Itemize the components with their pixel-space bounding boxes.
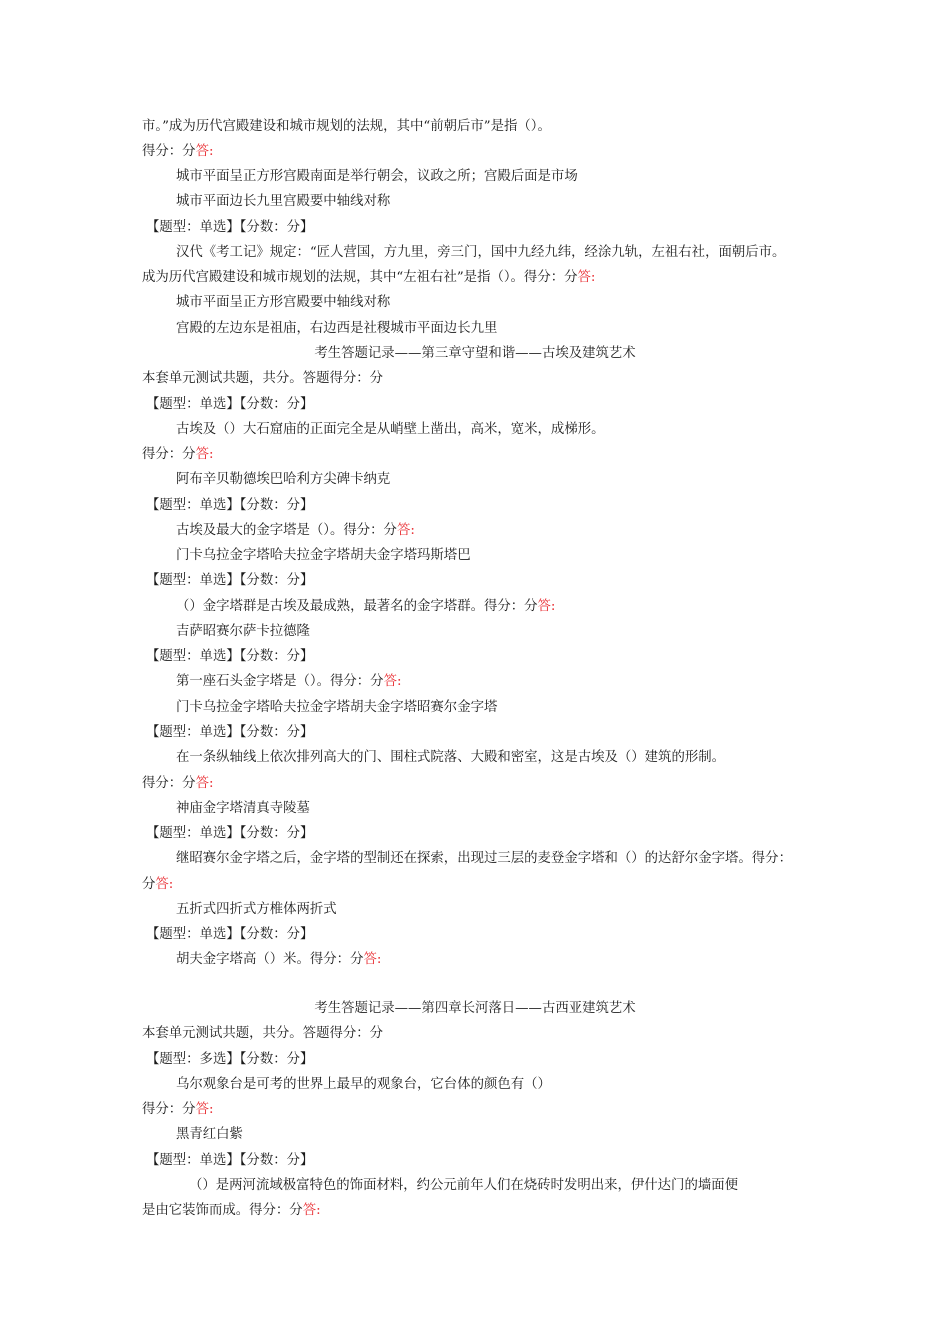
text-line: 汉代《考工记》规定：“匠人营国，方九里，旁三门，国中九经九纬，经涂九轨，左祖右社，面朝后市。	[176, 245, 786, 260]
answer-label: 答:	[195, 776, 214, 791]
text-line: 吉萨昭赛尔萨卡拉德隆	[176, 624, 310, 639]
text-line: 五折式四折式方椎体两折式	[176, 902, 337, 917]
text-line: 城市平面呈正方形宫殿要中轴线对称	[176, 295, 391, 310]
text-line: 门卡乌拉金字塔哈夫拉金字塔胡夫金字塔玛斯塔巴	[176, 548, 471, 563]
score-text: 古埃及最大的金字塔是（）。得分：分	[176, 523, 397, 538]
score-text: 是由它装饰而成。得分：分	[142, 1203, 303, 1218]
score-line	[142, 143, 213, 161]
score-text: 得分：分	[142, 144, 196, 159]
score-line	[176, 522, 415, 540]
text-line: 继昭赛尔金字塔之后，金字塔的型制还在探索，出现过三层的麦登金字塔和（）的达舒尔金字塔。得分：	[176, 851, 792, 866]
score-line	[176, 673, 401, 691]
question-type-tag: 【题型：单选】【分数：分】	[146, 725, 314, 740]
score-text: 分	[142, 877, 156, 892]
question-type-tag: 【题型：单选】【分数：分】	[146, 927, 314, 942]
score-line	[176, 951, 381, 969]
text-line: 黑青红白紫	[176, 1127, 243, 1142]
score-line	[142, 1202, 321, 1220]
answer-label: 答:	[195, 447, 214, 462]
score-line	[142, 446, 213, 464]
text-line: （）是两河流域极富特色的饰面材料，约公元前年人们在烧砖时发明出来，伊什达门的墙面便	[189, 1178, 739, 1193]
question-type-tag: 【题型：单选】【分数：分】	[146, 573, 314, 588]
score-text: 得分：分	[142, 776, 196, 791]
text-line: 本套单元测试共题，共分。答题得分：分	[142, 1026, 384, 1041]
answer-label: 答:	[155, 877, 174, 892]
score-line	[142, 876, 173, 894]
answer-label: 答:	[302, 1203, 321, 1218]
text-line: 乌尔观象台是可考的世界上最早的观象台，它台体的颜色有（）	[176, 1077, 551, 1092]
answer-label: 答:	[537, 599, 556, 614]
text-line: 本套单元测试共题，共分。答题得分：分	[142, 371, 384, 386]
question-type-tag: 【题型：单选】【分数：分】	[146, 220, 314, 235]
question-type-tag: 【题型：单选】【分数：分】	[146, 397, 314, 412]
section-heading: 考生答题记录——第四章长河落日——古西亚建筑艺术	[314, 1001, 636, 1016]
score-line	[142, 775, 213, 793]
text-line: 市。”成为历代宫殿建设和城市规划的法规，其中“前朝后市”是指（）。	[142, 119, 551, 134]
question-type-tag: 【题型：单选】【分数：分】	[146, 498, 314, 513]
score-line	[142, 269, 595, 287]
answer-label: 答:	[396, 523, 415, 538]
score-line	[176, 598, 555, 616]
text-line: 城市平面边长九里宫殿要中轴线对称	[176, 194, 391, 209]
question-type-tag: 【题型：单选】【分数：分】	[146, 649, 314, 664]
score-text: 得分：分	[142, 447, 196, 462]
question-type-tag: 【题型：单选】【分数：分】	[146, 826, 314, 841]
score-text: （）金字塔群是古埃及最成熟，最著名的金字塔群。得分：分	[176, 599, 538, 614]
answer-label: 答:	[363, 952, 382, 967]
answer-label: 答:	[195, 144, 214, 159]
score-line	[142, 1101, 213, 1119]
answer-label: 答:	[383, 674, 402, 689]
score-text: 成为历代宫殿建设和城市规划的法规，其中“左祖右社”是指（）。得分：分	[142, 270, 578, 285]
answer-label: 答:	[577, 270, 596, 285]
answer-label: 答:	[195, 1102, 214, 1117]
text-line: 门卡乌拉金字塔哈夫拉金字塔胡夫金字塔昭赛尔金字塔	[176, 700, 498, 715]
text-line: 城市平面呈正方形宫殿南面是举行朝会，议政之所；宫殿后面是市场	[176, 169, 578, 184]
text-line: 在一条纵轴线上依次排列高大的门、围柱式院落、大殿和密室，这是古埃及（）建筑的形制。	[176, 750, 726, 765]
text-line: 宫殿的左边东是祖庙，右边西是社稷城市平面边长九里	[176, 321, 498, 336]
question-type-tag: 【题型：单选】【分数：分】	[146, 1153, 314, 1168]
score-text: 第一座石头金字塔是（）。得分：分	[176, 674, 384, 689]
score-text: 胡夫金字塔高（）米。得分：分	[176, 952, 364, 967]
text-line: 阿布辛贝勒德埃巴哈利方尖碑卡纳克	[176, 472, 391, 487]
text-line: 神庙金字塔清真寺陵墓	[176, 801, 310, 816]
score-text: 得分：分	[142, 1102, 196, 1117]
text-line: 古埃及（）大石窟庙的正面完全是从峭壁上凿出，高米，宽米，成梯形。	[176, 422, 605, 437]
question-type-tag: 【题型：多选】【分数：分】	[146, 1052, 314, 1067]
section-heading: 考生答题记录——第三章守望和谐——古埃及建筑艺术	[314, 346, 636, 361]
